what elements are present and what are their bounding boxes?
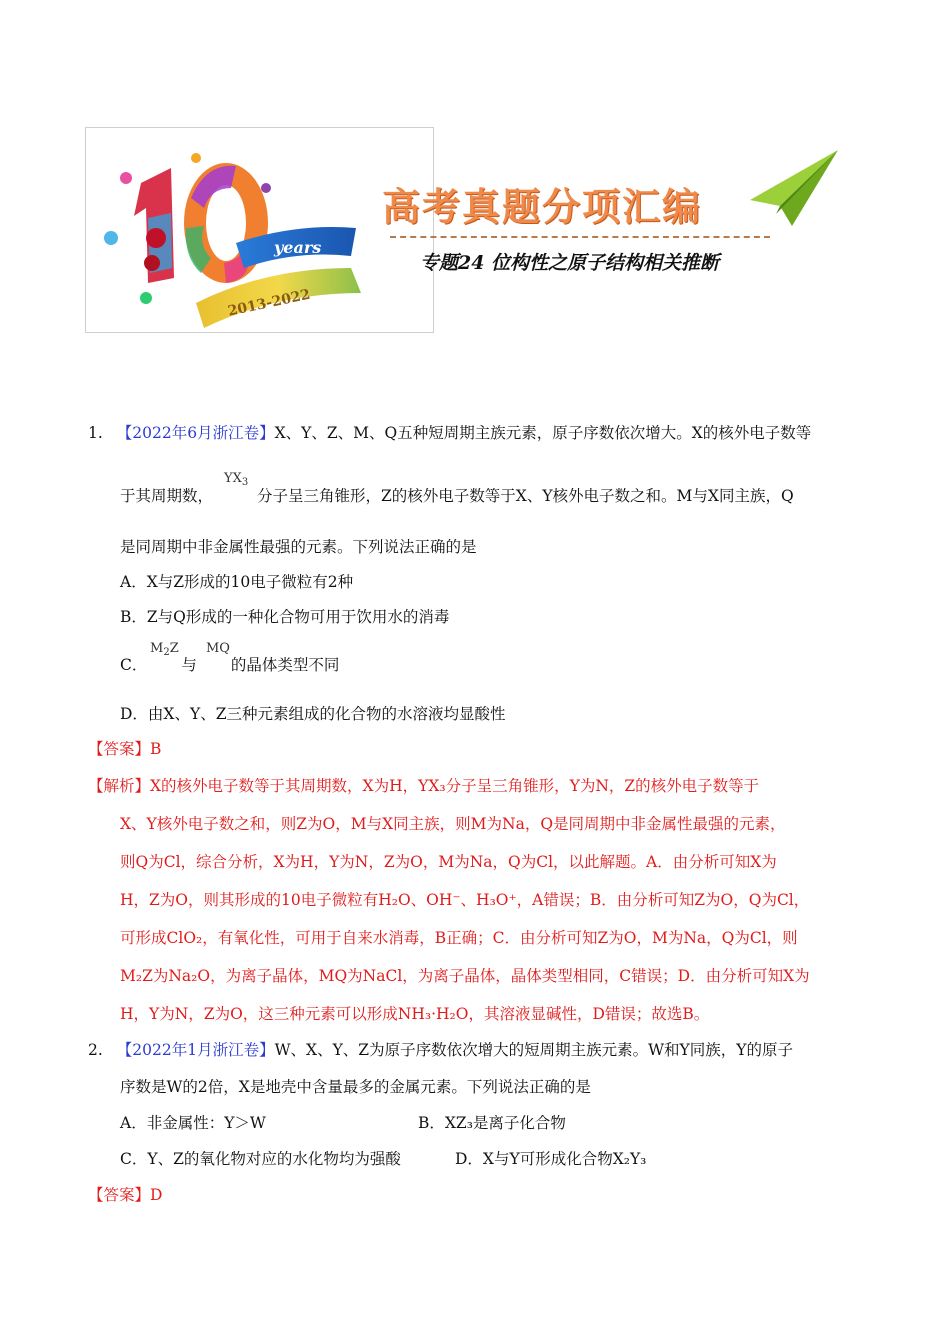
- option-c: C． 与 的晶体类型不同: [120, 656, 340, 674]
- ten-years-logo-icon: [86, 128, 433, 332]
- question-source: 【2022年1月浙江卷】: [116, 1041, 275, 1059]
- question-1-line-2: 于其周期数， 分子呈三角锥形，Z的核外电子数等于X、Y核外电子数之和。M与X同主族，Q: [120, 487, 794, 505]
- option-a: A．X与Z形成的10电子微粒有2种: [120, 573, 354, 591]
- explanation-1-line-4: H，Z为O，则其形成的10电子微粒有H₂O、OH⁻、H₃O⁺，A错误；B．由分析可知Z为O，Q为Cl，: [120, 891, 810, 909]
- explanation-1-line-7: H，Y为N，Z为O，这三种元素可以形成NH₃·H₂O，其溶液显碱性，D错误；故选B。: [120, 1005, 710, 1023]
- svg-text:years: years: [274, 238, 322, 257]
- option-b: B．XZ₃是离子化合物: [418, 1114, 566, 1132]
- option-b: B．Z与Q形成的一种化合物可用于饮用水的消毒: [120, 608, 450, 626]
- answer-1: 【答案】B: [88, 740, 162, 758]
- page-title: 高考真题分项汇编: [382, 184, 703, 229]
- option-c: C．Y、Z的氧化物对应的水化物均为强酸: [120, 1150, 401, 1168]
- explanation-1-line-3: 则Q为Cl，综合分析，X为H，Y为N，Z为O，M为Na，Q为Cl，以此解题。A．由分析可知X为: [120, 853, 777, 871]
- formula-mq: MQ: [206, 641, 230, 656]
- question-1-line-1: [88, 423, 811, 443]
- formula-yx3: $YX_3$: [224, 471, 249, 488]
- question-number: 1.: [88, 424, 103, 442]
- question-1-line-3: 是同周期中非金属性最强的元素。下列说法正确的是: [120, 538, 477, 556]
- paper-plane-icon: [740, 148, 840, 228]
- question-2-line-1: 2. 【2022年1月浙江卷】W、X、Y、Z为原子序数依次增大的短周期主族元素。W和Y同族，Y的原子: [88, 1041, 793, 1059]
- page-subtitle: 专题24 位构性之原子结构相关推断: [420, 252, 720, 274]
- explanation-1-line-6: M₂Z为Na₂O，为离子晶体，MQ为NaCl，为离子晶体，晶体类型相同，C错误；D．由分析可知X为: [120, 967, 810, 985]
- svg-text:2013-2022: 2013-2022: [226, 286, 312, 320]
- formula-m2z: $M_2Z$: [150, 641, 179, 658]
- option-d: D．X与Y可形成化合物X₂Y₃: [455, 1150, 647, 1168]
- explanation-1-line-2: X、Y核外电子数之和，则Z为O，M与X同主族，则M为Na，Q是同周期中非金属性最强的元素，: [120, 815, 786, 833]
- question-number: 2.: [88, 1041, 103, 1059]
- answer-2: 【答案】D: [88, 1186, 163, 1204]
- option-a: A．非金属性：Y＞W: [120, 1114, 266, 1132]
- question-text: X、Y、Z、M、Q五种短周期主族元素，原子序数依次增大。X的核外电子数等: [274, 424, 812, 442]
- option-d: D．由X、Y、Z三种元素组成的化合物的水溶液均显酸性: [120, 705, 506, 723]
- title-divider: [390, 236, 770, 239]
- explanation-1-line-1: 【解析】X的核外电子数等于其周期数，X为H，YX₃分子呈三角锥形，Y为N，Z的核外电子数等于: [88, 777, 760, 795]
- question-source: 【2022年6月浙江卷】: [116, 424, 275, 442]
- explanation-1-line-5: 可形成ClO₂，有氧化性，可用于自来水消毒，B正确；C．由分析可知Z为O，M为Na，Q为Cl，则: [120, 929, 798, 947]
- question-2-line-2: 序数是W的2倍，X是地壳中含量最多的金属元素。下列说法正确的是: [120, 1078, 591, 1096]
